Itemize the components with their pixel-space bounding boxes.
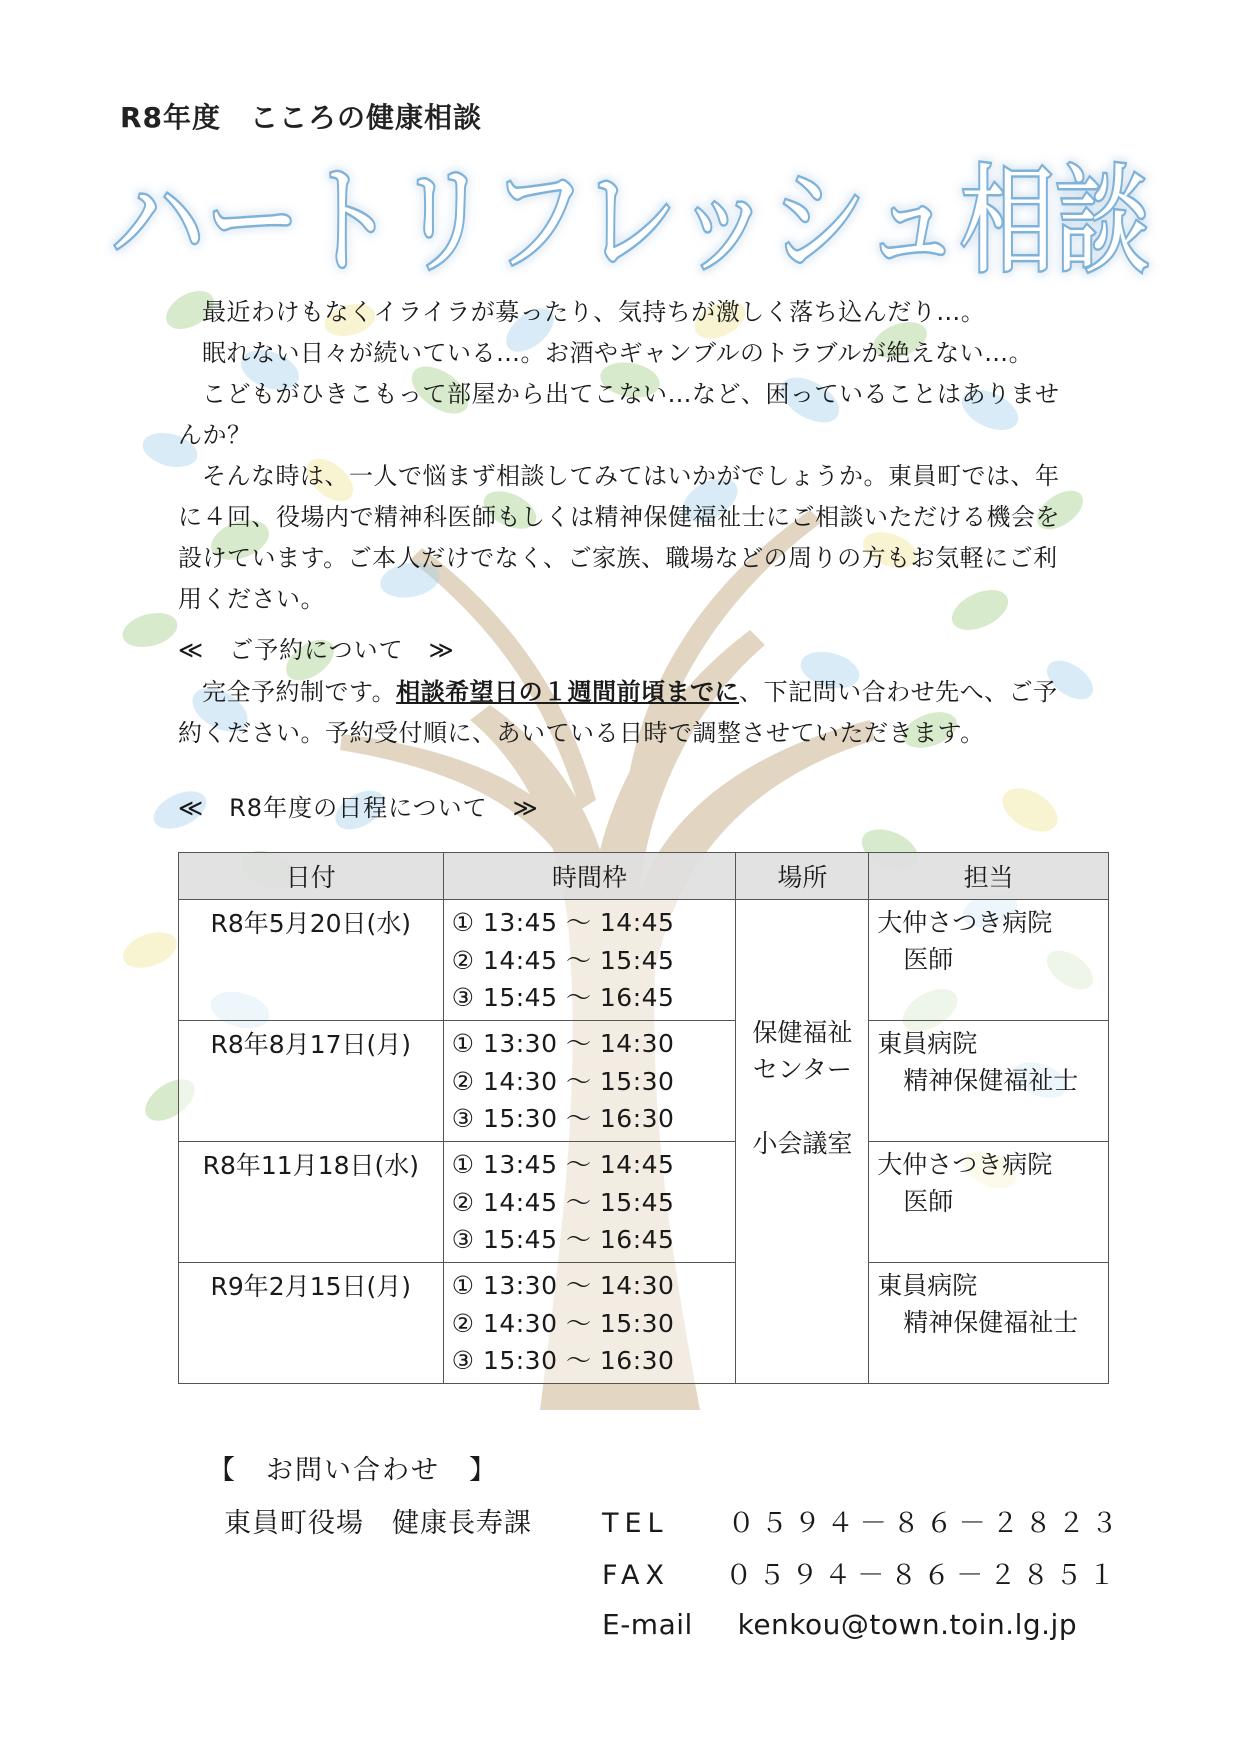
reservation-text — [178, 672, 1068, 754]
time-slot: ③ 15:45 ～ 16:45 — [451, 1225, 675, 1254]
place-line — [744, 1088, 860, 1125]
staff-role: 医師 — [903, 1187, 954, 1216]
time-slot: ① 13:45 ～ 14:45 — [451, 1150, 675, 1179]
fax-label: FAX — [602, 1560, 671, 1591]
time-slot: ② 14:30 ～ 15:30 — [451, 1066, 675, 1096]
time-slot: ① 13:30 ～ 14:30 — [451, 1271, 675, 1300]
place-line: センター — [752, 1055, 852, 1084]
staff-role: 精神保健福祉士 — [903, 1066, 1079, 1095]
date-cell: R8年5月20日(水) — [179, 900, 444, 1021]
staff-name: 東員病院 — [877, 1029, 978, 1058]
time-slot: ② 14:45 ～ 15:45 — [451, 945, 675, 975]
staff-role: 精神保健福祉士 — [903, 1308, 1079, 1337]
time-slot: ③ 15:45 ～ 16:45 — [451, 983, 675, 1012]
intro-paragraph: 眠れない日々が続いている…。お酒やギャンブルのトラブルが絶えない…。 — [202, 339, 1034, 367]
column-header-staff: 担当 — [869, 853, 1109, 900]
fax-number: ０５９４－８６－２８５１ — [725, 1560, 1122, 1591]
contact-fax — [602, 1553, 1121, 1592]
date-cell: R8年11月18日(水) — [179, 1142, 444, 1263]
table-row — [179, 1263, 1109, 1384]
place-line: 小会議室 — [752, 1129, 853, 1158]
reservation-deadline: 相談希望日の１週間前頃までに — [396, 678, 740, 706]
staff-cell — [869, 1021, 1109, 1142]
column-header-date: 日付 — [179, 853, 444, 900]
reservation-heading: ≪ ご予約について ≫ — [178, 636, 455, 664]
place-line: 保健福祉 — [752, 1018, 853, 1047]
staff-name: 大仲さつき病院 — [877, 1150, 1053, 1179]
contact-tel — [602, 1501, 1124, 1540]
staff-cell — [869, 1142, 1109, 1263]
contact-heading: 【 お問い合わせ 】 — [208, 1455, 498, 1486]
staff-cell — [869, 900, 1109, 1021]
table-row — [179, 1142, 1109, 1263]
staff-cell — [869, 1263, 1109, 1384]
date-cell: R9年2月15日(月) — [179, 1263, 444, 1384]
time-slot: ① 13:30 ～ 14:30 — [451, 1029, 675, 1058]
tel-label: TEL — [602, 1508, 669, 1539]
intro-text — [178, 292, 1068, 620]
intro-paragraph: そんな時は、一人で悩まず相談してみてはいかがでしょうか。東員町では、年に４回、役場内で精神科医師もしくは精神保健福祉士にご相談いただける機会を設けています。ご本人だけでなく、ご家族、職場などの周りの方もお気軽にご利用ください。 — [178, 462, 1060, 613]
place-cell — [736, 900, 869, 1384]
program-subtitle: R8年度 こころの健康相談 — [120, 101, 483, 134]
time-slots-cell — [443, 900, 736, 1021]
time-slot: ② 14:30 ～ 15:30 — [451, 1308, 675, 1338]
tel-number[interactable]: ０５９４－８６－２８２３ — [727, 1508, 1124, 1539]
schedule-table — [178, 852, 1109, 1384]
time-slot: ② 14:45 ～ 15:45 — [451, 1187, 675, 1217]
staff-name: 大仲さつき病院 — [877, 908, 1053, 937]
main-title — [100, 150, 1160, 290]
time-slots-cell — [443, 1263, 736, 1384]
table-row — [179, 900, 1109, 1021]
time-slots-cell — [443, 1142, 736, 1263]
time-slot: ① 13:45 ～ 14:45 — [451, 908, 675, 937]
contact-department: 東員町役場 健康長寿課 — [224, 1508, 532, 1539]
email-label: E-mail — [602, 1608, 693, 1641]
staff-name: 東員病院 — [877, 1271, 978, 1300]
date-cell: R8年8月17日(月) — [179, 1021, 444, 1142]
intro-paragraph: こどもがひきこもって部屋から出てこない…など、困っていることはありませんか？ — [178, 380, 1060, 449]
main-title-text: ハートリフレッシュ相談 — [110, 152, 1150, 290]
time-slot: ③ 15:30 ～ 16:30 — [451, 1104, 675, 1133]
time-slot: ③ 15:30 ～ 16:30 — [451, 1346, 675, 1375]
staff-role: 医師 — [903, 945, 954, 974]
table-row — [179, 1021, 1109, 1142]
reservation-text-rest: 、下記問い合わせ先へ、ご予約ください。予約受付順に、あいている日時で調整させていただきます。 — [178, 678, 1058, 747]
schedule-heading: ≪ R8年度の日程について ≫ — [178, 794, 539, 822]
contact-email — [602, 1608, 1077, 1641]
time-slots-cell — [443, 1021, 736, 1142]
email-address[interactable]: kenkou@town.toin.lg.jp — [737, 1608, 1078, 1641]
reservation-text-intro: 完全予約制です。 — [202, 678, 397, 706]
column-header-place: 場所 — [736, 853, 869, 900]
table-header-row — [179, 853, 1109, 900]
intro-paragraph: 最近わけもなくイライラが募ったり、気持ちが激しく落ち込んだり…。 — [202, 298, 986, 326]
column-header-time: 時間枠 — [443, 853, 736, 900]
